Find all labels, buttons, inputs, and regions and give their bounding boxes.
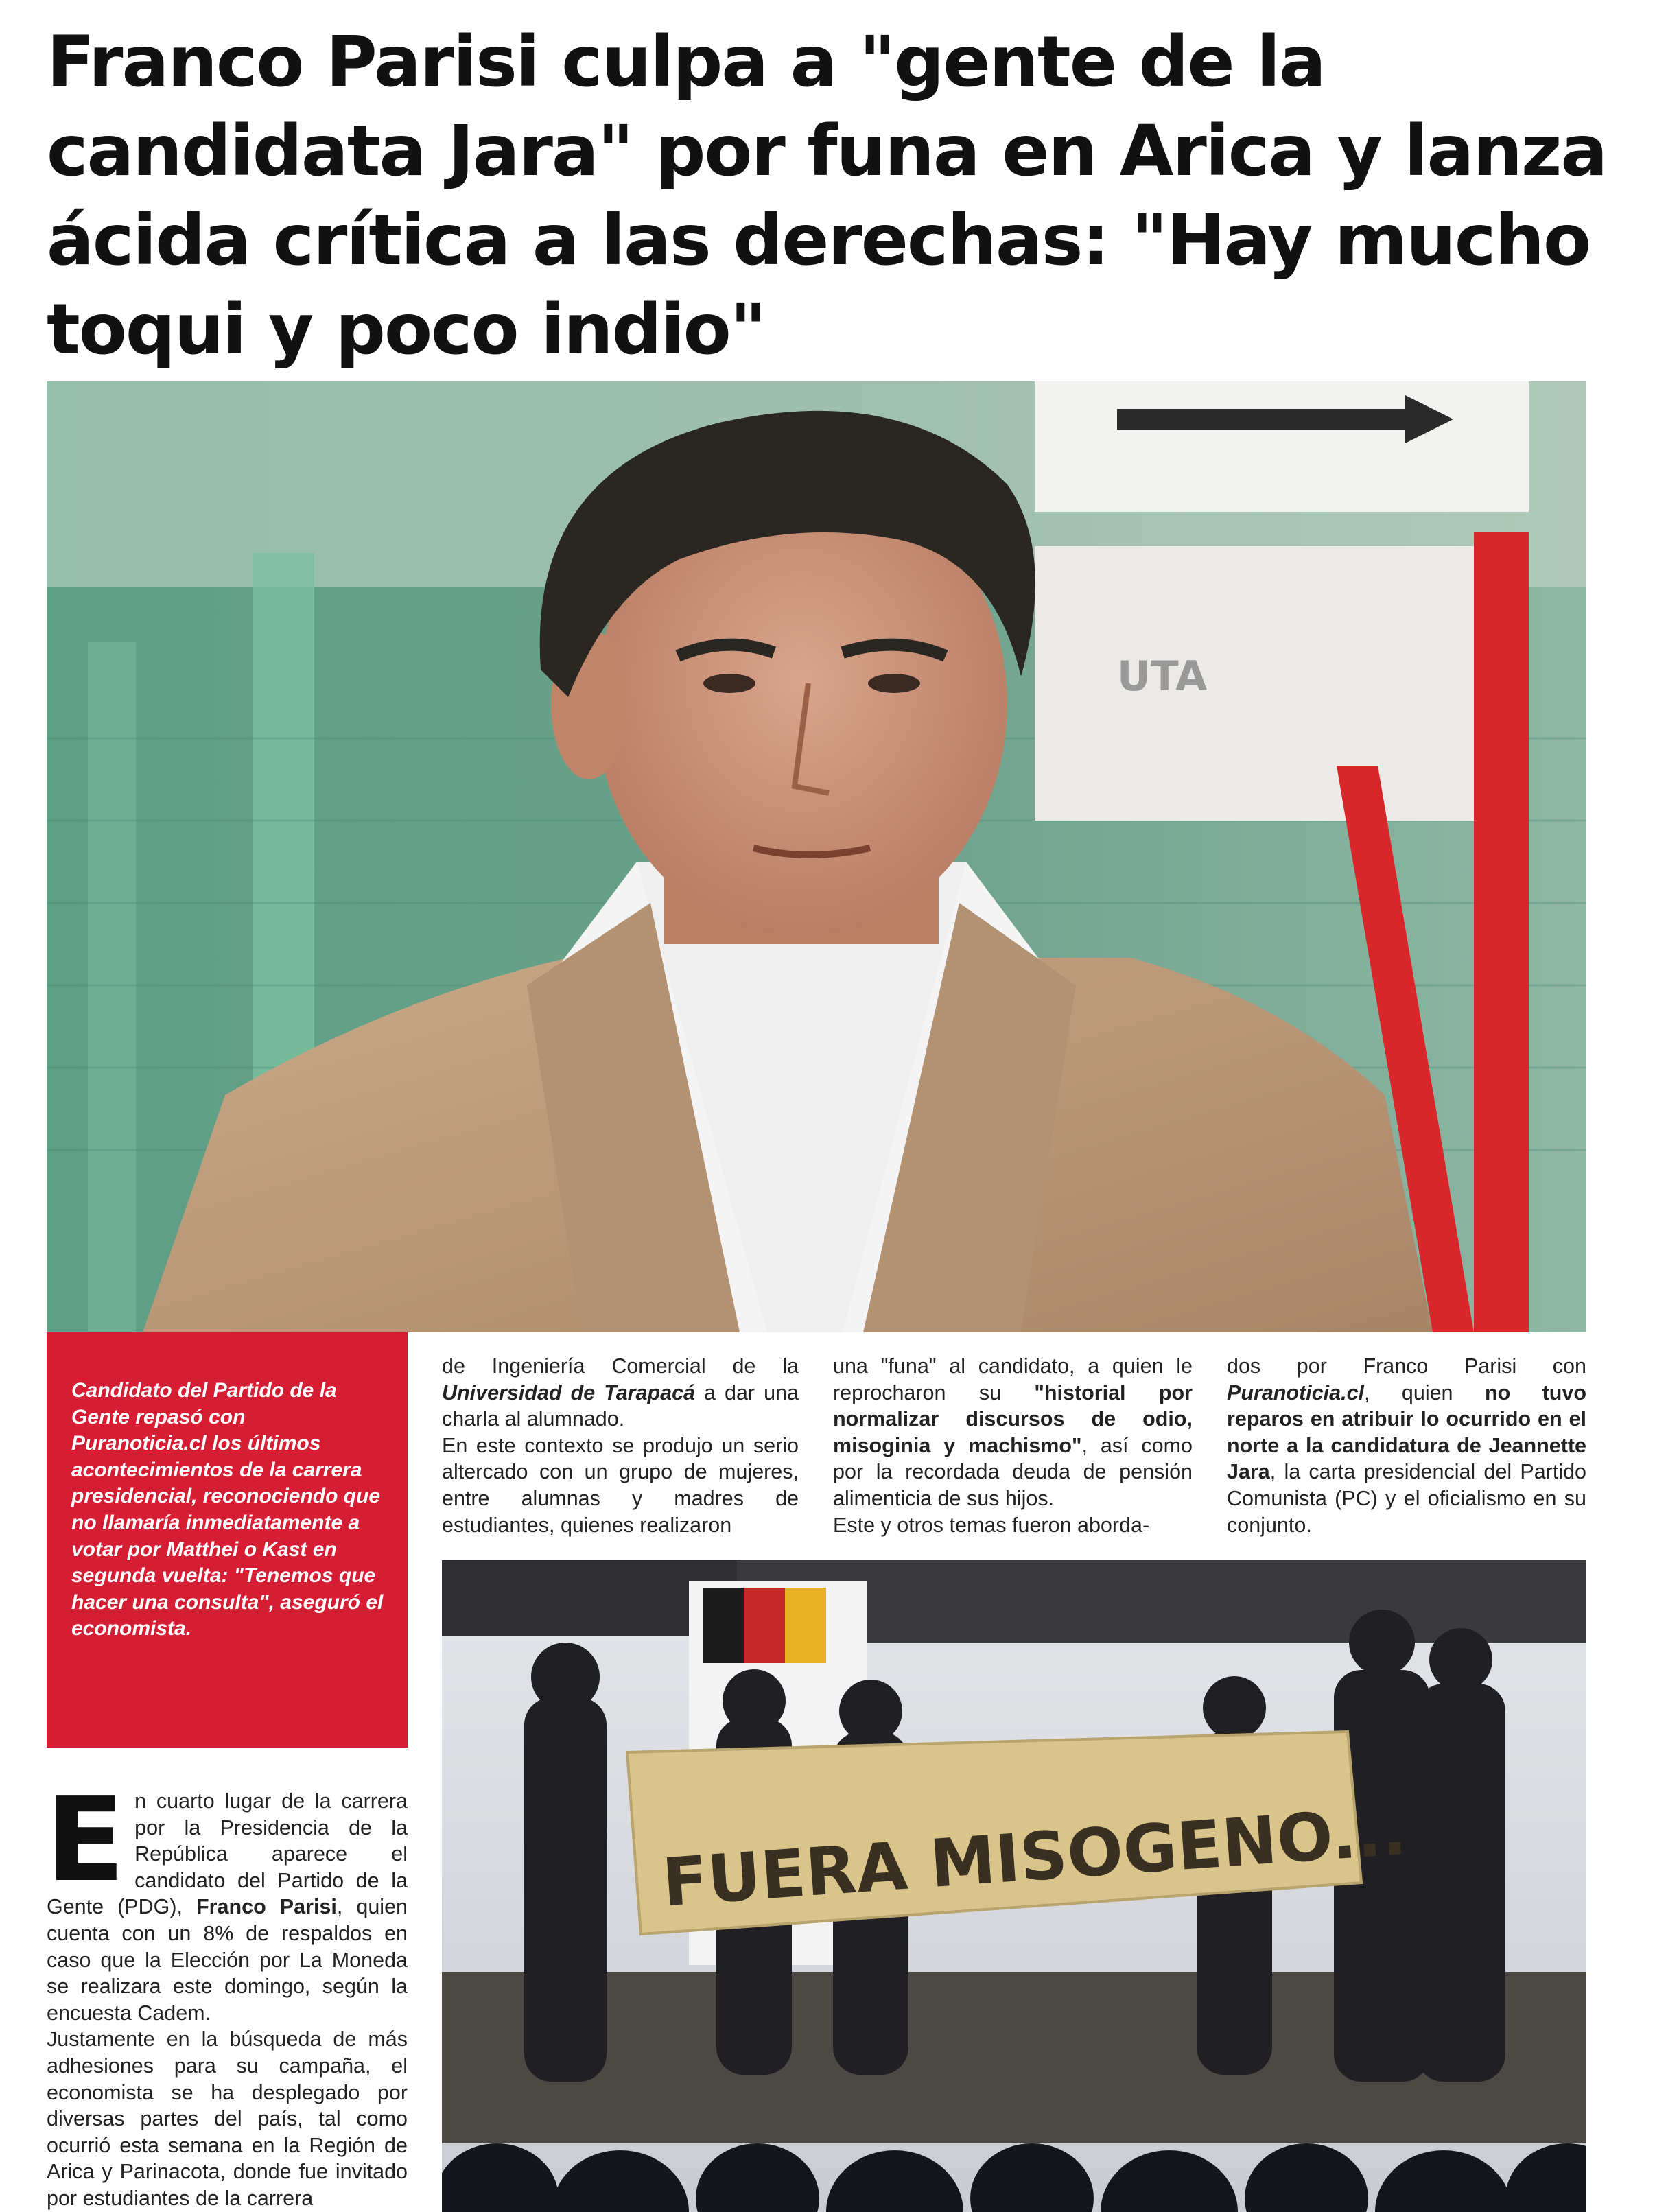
body-column-2 <box>442 1353 799 1538</box>
c1-text-a: n cuarto lugar de la carrera por la Presidencia de la República aparece el candidato del Partido de la Gente (PDG), <box>47 1789 408 1919</box>
c3-text-b: "historial por normalizar discursos de odio, misoginia y machismo" <box>833 1380 1193 1457</box>
c3-paragraph-2: Este y otros temas fueron aborda- <box>833 1513 1150 1537</box>
c3-text-a: una "funa" al candidato, a quien le reprocharon su <box>833 1354 1193 1404</box>
lead-text: Candidato del Partido de la Gente repasó con Puranoticia.cl los últimos acontecimientos de la carrera presidencial, reconociendo que no llamaría inmediatamente a votar por Matthei o Kast en segunda vuelta: "Tenemos que hacer una consulta", aseguró el economista. <box>71 1379 384 1640</box>
body-column-4 <box>1227 1353 1586 1538</box>
headline: Franco Parisi culpa a "gente de la candidata Jara" por funa en Arica y lanza ácida crítica a las derechas: "Hay mucho toqui y poco indio" <box>47 21 1607 370</box>
c4-text-a: dos por Franco Parisi con <box>1227 1354 1586 1378</box>
lead-box <box>47 1332 408 1748</box>
c2-text-a: de Ingeniería Comercial de la <box>442 1354 799 1378</box>
c3-text-c: , así como por la recordada deuda de pensión alimenticia de sus hijos. <box>833 1433 1193 1510</box>
c4-text-d: no tuvo reparos en atribuir lo ocurrido en el norte a la candidatura de Jeannette Jara <box>1227 1380 1586 1484</box>
sign-text: UTA <box>1117 652 1208 701</box>
body-column-3 <box>833 1353 1193 1538</box>
c4-text-b: Puranoticia.cl <box>1227 1380 1365 1404</box>
c2-text-c: a dar una charla al alumnado. <box>442 1380 799 1431</box>
drop-cap: E <box>45 1772 126 1908</box>
c1-paragraph-2: Justamente en la búsqueda de más adhesiones para su campaña, el economista se ha desplegado por diversas partes del país, tal como ocurrió esta semana en la Región de Arica y Parinacota, donde fue invitado por estudiantes de la carrera <box>47 2027 408 2210</box>
c4-text-e: , la carta presidencial del Partido Comunista (PC) y el oficialismo en su conjunto. <box>1227 1460 1586 1537</box>
c1-text-b: Franco Parisi <box>196 1895 337 1919</box>
c2-text-b: Universidad de Tarapacá <box>442 1380 696 1404</box>
c1-text-c: , quien cuenta con un 8% de respaldos en caso que la Elección por La Moneda se realizara este domingo, según la encuesta Cadem. <box>47 1895 408 2025</box>
banner-text: FUERA MISOGENO... <box>659 1792 1409 1922</box>
body-column-1 <box>45 1772 408 2212</box>
protest-photo <box>442 1560 1586 2212</box>
hero-photo <box>47 381 1586 1332</box>
c4-text-c: , quien <box>1364 1380 1485 1404</box>
c2-paragraph-2: En este contexto se produjo un serio altercado con un grupo de mujeres, entre alumnas y madres de estudiantes, quienes realizaron <box>442 1433 799 1537</box>
